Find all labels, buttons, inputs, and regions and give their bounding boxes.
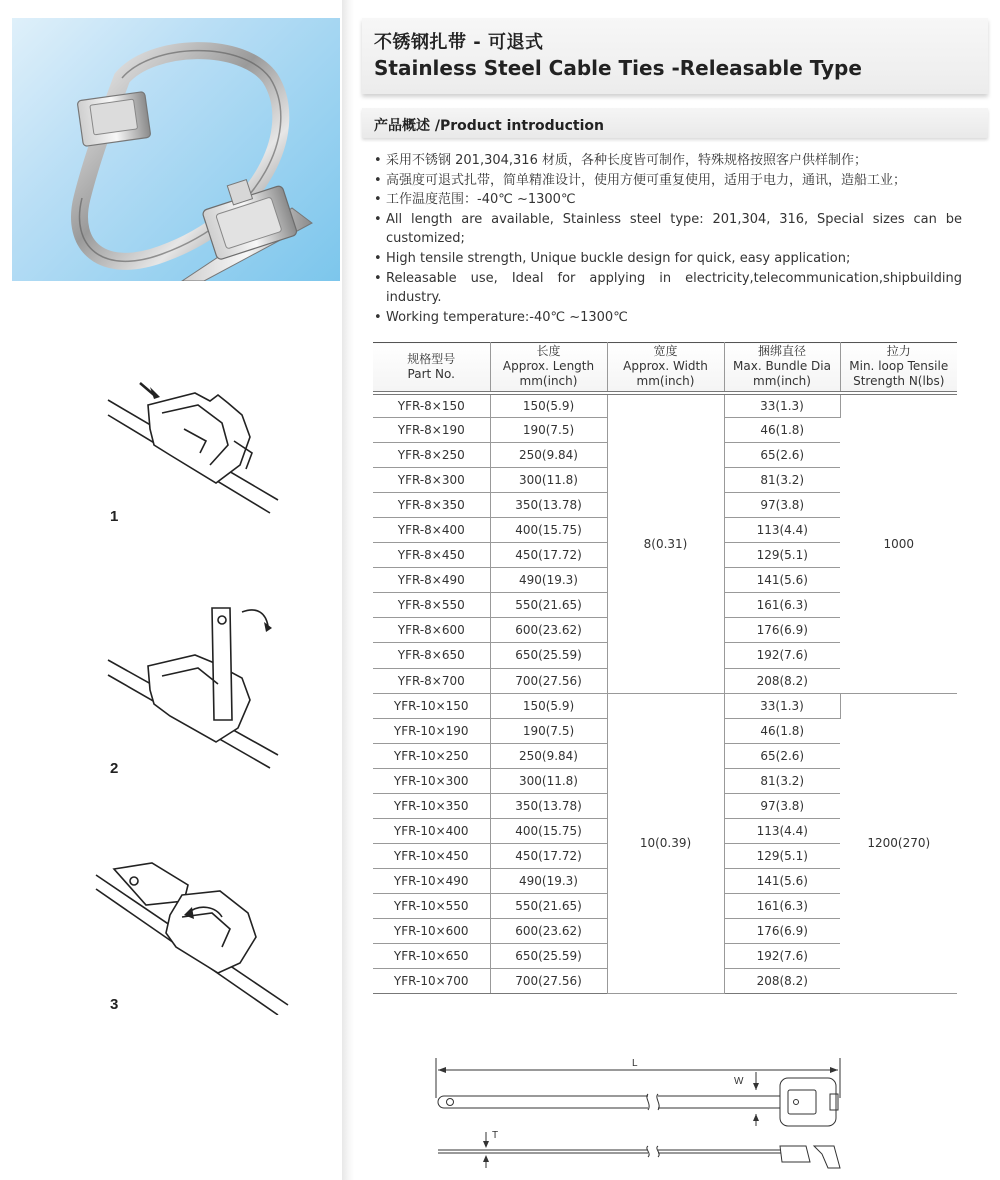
intro-bullet: • High tensile strength, Unique buckle design for quick, easy application;: [372, 249, 962, 269]
header-bundle-dia: [724, 343, 840, 393]
cell-bundle-dia: 208(8.2): [724, 969, 840, 994]
column-divider: [342, 0, 354, 1180]
header-dia-cn: 捆绑直径: [757, 344, 806, 359]
break-mark: [657, 1146, 659, 1157]
cell-length: 600(23.62): [490, 918, 607, 943]
cell-length: 400(15.75): [490, 518, 607, 543]
label-length: L: [632, 1058, 638, 1069]
specification-table: [373, 342, 957, 994]
product-introduction-heading: 产品概述 /Product introduction: [374, 118, 604, 134]
cell-bundle-dia: 46(1.8): [724, 418, 840, 443]
table-row: [373, 393, 957, 418]
intro-bullet: • Working temperature:-40℃ ~1300℃: [372, 308, 962, 328]
cell-length: 400(15.75): [490, 818, 607, 843]
cell-length: 490(19.3): [490, 868, 607, 893]
cell-bundle-dia: 65(2.6): [724, 743, 840, 768]
cell-tensile: 1200(270): [840, 693, 957, 994]
cell-bundle-dia: 81(3.2): [724, 768, 840, 793]
step-number-2: 2: [110, 760, 119, 777]
cell-part-no: YFR-8×490: [373, 568, 490, 593]
label-thickness: T: [492, 1130, 499, 1141]
cell-bundle-dia: 46(1.8): [724, 718, 840, 743]
cell-width: 8(0.31): [607, 393, 724, 694]
cell-bundle-dia: 129(5.1): [724, 843, 840, 868]
cell-part-no: YFR-8×650: [373, 643, 490, 668]
header-tensile: [840, 343, 957, 393]
header-length: [490, 343, 607, 393]
cell-part-no: YFR-10×250: [373, 743, 490, 768]
header-width-unit: mm(inch): [636, 374, 695, 389]
intro-bullet: • 高强度可退式扎带，简单精准设计，使用方便可重复使用，适用于电力，通讯，造船工业；: [372, 171, 962, 191]
cell-part-no: YFR-8×450: [373, 543, 490, 568]
cell-part-no: YFR-8×250: [373, 443, 490, 468]
cell-bundle-dia: 65(2.6): [724, 443, 840, 468]
cell-part-no: YFR-8×700: [373, 668, 490, 693]
cell-length: 650(25.59): [490, 643, 607, 668]
cell-bundle-dia: 81(3.2): [724, 468, 840, 493]
cell-part-no: YFR-10×700: [373, 969, 490, 994]
step-3-illustration: [92, 855, 292, 1015]
label-width: W: [734, 1076, 744, 1087]
header-tensile-unit: Strength N(lbs): [853, 374, 945, 389]
cell-bundle-dia: 176(6.9): [724, 618, 840, 643]
cable-tie-photo-illustration: [12, 18, 340, 281]
product-photo: [12, 18, 340, 281]
tie-strip-side-view: [658, 1150, 782, 1153]
dimension-arrowheads: [483, 1141, 489, 1162]
cell-part-no: YFR-8×600: [373, 618, 490, 643]
cell-part-no: YFR-8×400: [373, 518, 490, 543]
cell-bundle-dia: 129(5.1): [724, 543, 840, 568]
cell-length: 150(5.9): [490, 693, 607, 718]
cell-part-no: YFR-10×400: [373, 818, 490, 843]
cell-bundle-dia: 33(1.3): [724, 693, 840, 718]
cell-bundle-dia: 192(7.6): [724, 643, 840, 668]
dimension-arrowheads: [753, 1083, 759, 1121]
cell-length: 250(9.84): [490, 743, 607, 768]
cell-length: 250(9.84): [490, 443, 607, 468]
tie-hole: [447, 1099, 454, 1106]
table-header-row: [373, 343, 957, 393]
cell-length: 190(7.5): [490, 418, 607, 443]
header-width-en: Approx. Width: [623, 359, 708, 374]
cell-bundle-dia: 208(8.2): [724, 668, 840, 693]
cell-bundle-dia: 113(4.4): [724, 818, 840, 843]
cell-part-no: YFR-8×550: [373, 593, 490, 618]
cell-length: 650(25.59): [490, 944, 607, 969]
header-length-unit: mm(inch): [519, 374, 578, 389]
step-number-1: 1: [110, 508, 119, 525]
header-dia-en: Max. Bundle Dia: [733, 359, 831, 374]
cell-length: 490(19.3): [490, 568, 607, 593]
cell-bundle-dia: 141(5.6): [724, 568, 840, 593]
cell-tensile: 1000: [840, 393, 957, 694]
cell-length: 700(27.56): [490, 668, 607, 693]
intro-bullet: • All length are available, Stainless steel type: 201,304, 316, Special sizes can be customized;: [372, 210, 962, 249]
cell-bundle-dia: 97(3.8): [724, 493, 840, 518]
cell-part-no: YFR-10×600: [373, 918, 490, 943]
cell-bundle-dia: 176(6.9): [724, 918, 840, 943]
cell-part-no: YFR-10×350: [373, 793, 490, 818]
header-dia-unit: mm(inch): [753, 374, 811, 389]
page-title-chinese: 不锈钢扎带 - 可退式: [374, 32, 544, 53]
title-banner: [362, 18, 988, 94]
cell-length: 550(21.65): [490, 893, 607, 918]
cell-part-no: YFR-8×190: [373, 418, 490, 443]
header-tensile-cn: 拉力: [886, 344, 911, 359]
header-part-no: [373, 343, 490, 393]
break-mark: [647, 1146, 649, 1157]
header-length-cn: 长度: [536, 344, 561, 359]
cell-bundle-dia: 192(7.6): [724, 944, 840, 969]
intro-bullet: • Releasable use, Ideal for applying in electricity,telecommunication,shipbuilding industry.: [372, 269, 962, 308]
left-column: [0, 0, 342, 1180]
header-tensile-en: Min. loop Tensile: [849, 359, 949, 374]
cell-bundle-dia: 33(1.3): [724, 393, 840, 418]
cell-part-no: YFR-10×450: [373, 843, 490, 868]
tie-strip-top-view: [658, 1096, 782, 1108]
buckle-side-view: [780, 1146, 840, 1168]
cell-bundle-dia: 161(6.3): [724, 593, 840, 618]
cell-part-no: YFR-10×300: [373, 768, 490, 793]
section-heading-bar: [362, 108, 988, 138]
cell-length: 350(13.78): [490, 493, 607, 518]
header-part-cn: 规格型号: [407, 351, 456, 366]
dimension-drawing: [430, 1050, 850, 1175]
cell-bundle-dia: 113(4.4): [724, 518, 840, 543]
header-length-en: Approx. Length: [502, 359, 595, 374]
cell-part-no: YFR-10×550: [373, 893, 490, 918]
step-number-3: 3: [110, 996, 119, 1013]
cell-bundle-dia: 161(6.3): [724, 893, 840, 918]
cell-part-no: YFR-10×490: [373, 868, 490, 893]
header-width: [607, 343, 724, 393]
cell-length: 300(11.8): [490, 768, 607, 793]
cell-bundle-dia: 97(3.8): [724, 793, 840, 818]
intro-bullet: • 工作温度范围：-40℃ ~1300℃: [372, 190, 962, 210]
cell-length: 600(23.62): [490, 618, 607, 643]
cell-length: 350(13.78): [490, 793, 607, 818]
cell-part-no: YFR-8×350: [373, 493, 490, 518]
cell-length: 150(5.9): [490, 393, 607, 418]
cell-bundle-dia: 141(5.6): [724, 868, 840, 893]
header-part-en: Part No.: [407, 366, 455, 381]
product-introduction-list: [372, 151, 962, 327]
step-1-illustration: [100, 375, 290, 515]
step-2-illustration: [100, 600, 290, 770]
cell-part-no: YFR-10×150: [373, 693, 490, 718]
intro-bullet: • 采用不锈钢 201,304,316 材质，各种长度皆可制作，特殊规格按照客户供样制作；: [372, 151, 962, 171]
tie-strip-side-view: [438, 1150, 648, 1153]
specification-table-body: [373, 393, 957, 994]
cell-part-no: YFR-8×150: [373, 393, 490, 418]
cell-part-no: YFR-10×190: [373, 718, 490, 743]
cell-length: 450(17.72): [490, 843, 607, 868]
cell-part-no: YFR-10×650: [373, 944, 490, 969]
cell-length: 450(17.72): [490, 543, 607, 568]
cell-width: 10(0.39): [607, 693, 724, 994]
header-width-cn: 宽度: [653, 344, 678, 359]
cell-length: 700(27.56): [490, 969, 607, 994]
cell-part-no: YFR-8×300: [373, 468, 490, 493]
table-row: [373, 693, 957, 718]
tie-strip-top-view: [438, 1096, 648, 1108]
cell-length: 550(21.65): [490, 593, 607, 618]
page-title-english: Stainless Steel Cable Ties -Releasable Type: [374, 56, 862, 80]
cell-length: 190(7.5): [490, 718, 607, 743]
cell-length: 300(11.8): [490, 468, 607, 493]
